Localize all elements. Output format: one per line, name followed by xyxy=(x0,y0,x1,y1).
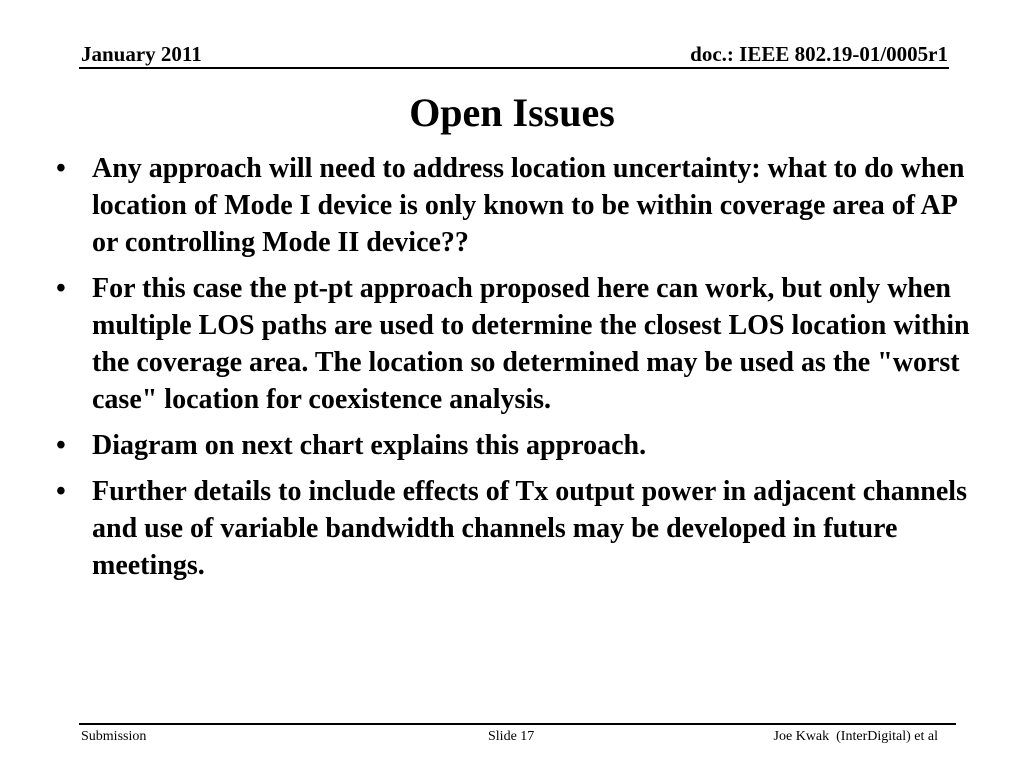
header-date: January 2011 xyxy=(81,42,202,66)
footer-divider xyxy=(79,723,956,725)
bullet-text: Any approach will need to address location uncertainty: what to do when location of Mode I device is only known to be within coverage area of AP or controlling Mode II device?? xyxy=(92,153,965,258)
bullet-icon: • xyxy=(56,273,66,304)
bullet-item xyxy=(46,473,986,584)
bullet-list xyxy=(46,150,986,593)
footer-submission: Submission xyxy=(81,729,147,744)
bullet-text: For this case the pt-pt approach proposed here can work, but only when multiple LOS paths are used to determine the closest LOS location within the coverage area. The location so determined may be used as the "worst case" location for coexistence analysis. xyxy=(92,273,970,415)
header-divider xyxy=(79,67,949,69)
bullet-item xyxy=(46,150,986,261)
slide-title: Open Issues xyxy=(409,90,615,135)
bullet-icon: • xyxy=(56,476,66,507)
bullet-icon: • xyxy=(56,430,66,461)
header-doc-id: doc.: IEEE 802.19-01/0005r1 xyxy=(690,42,948,66)
bullet-item xyxy=(46,427,986,464)
bullet-item xyxy=(46,270,986,418)
footer-slide-number: Slide 17 xyxy=(488,729,535,744)
footer-author: Joe Kwak (InterDigital) et al xyxy=(773,729,938,744)
bullet-icon: • xyxy=(56,153,66,184)
bullet-text: Diagram on next chart explains this approach. xyxy=(92,430,647,461)
bullet-text: Further details to include effects of Tx output power in adjacent channels and use of variable bandwidth channels may be developed in future meetings. xyxy=(92,476,967,581)
